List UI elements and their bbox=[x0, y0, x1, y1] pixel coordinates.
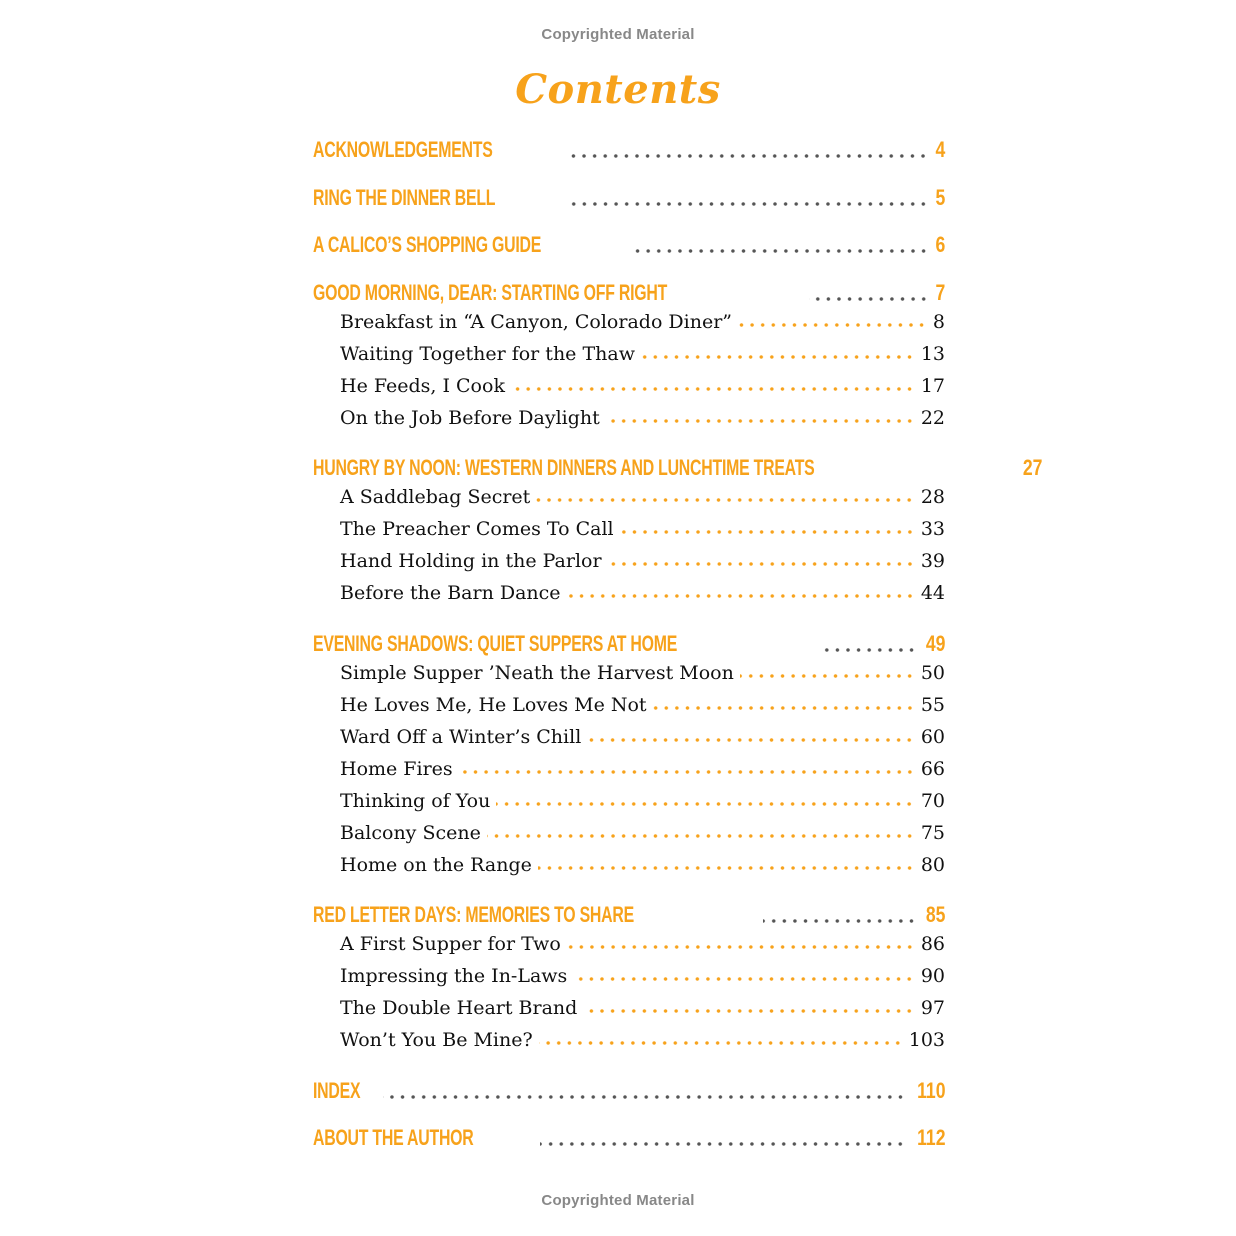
dot-leader bbox=[634, 249, 929, 253]
dot-leader bbox=[740, 674, 915, 678]
dot-leader bbox=[383, 1095, 906, 1099]
toc-entry-page-number: 28 bbox=[920, 486, 945, 508]
toc-entry-title: Impressing the In-Laws bbox=[340, 965, 568, 987]
toc-entry-page-number: 13 bbox=[920, 342, 945, 365]
toc-section-title: RED LETTER DAYS: MEMORIES TO SHARE bbox=[313, 902, 634, 927]
dot-leader bbox=[583, 1009, 915, 1013]
dot-leader bbox=[738, 323, 927, 327]
dot-leader bbox=[567, 945, 915, 949]
toc-subentry-list bbox=[313, 306, 945, 434]
dot-leader bbox=[653, 706, 915, 710]
dot-leader bbox=[540, 1142, 906, 1146]
toc-section-page-number: 6 bbox=[935, 232, 945, 257]
toc-entry-title: Home Fires bbox=[340, 757, 453, 780]
toc-entry-title: Waiting Together for the Thaw bbox=[340, 342, 635, 365]
toc-entry-page-number: 50 bbox=[920, 661, 945, 684]
toc-entry-page-number: 17 bbox=[920, 374, 945, 397]
toc-entry-page-number: 22 bbox=[920, 406, 945, 429]
toc-section-page-number: 110 bbox=[916, 1077, 945, 1103]
dot-leader bbox=[606, 419, 915, 423]
toc-section-title: A CALICO’S SHOPPING GUIDE bbox=[313, 232, 542, 257]
toc-section-row[interactable] bbox=[313, 1121, 945, 1151]
toc-entry-title: Ward Off a Winter’s Chill bbox=[340, 725, 582, 748]
table-of-contents bbox=[313, 130, 1043, 1151]
toc-entry-title: Hand Holding in the Parlor bbox=[340, 550, 602, 572]
toc-section-title: INDEX bbox=[313, 1077, 361, 1103]
toc-entry-page-number: 33 bbox=[920, 518, 945, 540]
toc-section-row[interactable] bbox=[313, 451, 1043, 481]
dot-leader bbox=[536, 498, 915, 502]
dot-leader bbox=[573, 977, 915, 981]
toc-entry-title: Won’t You Be Mine? bbox=[340, 1029, 533, 1051]
page-title: Contents bbox=[515, 66, 721, 113]
toc-section-row[interactable] bbox=[313, 898, 945, 928]
toc-entry-row[interactable] bbox=[313, 817, 945, 849]
copyright-footer: Copyrighted Material bbox=[541, 1192, 695, 1209]
toc-entry-title: Before the Barn Dance bbox=[340, 582, 561, 604]
toc-entry-row[interactable] bbox=[313, 545, 945, 577]
toc-entry-title: He Feeds, I Cook bbox=[340, 374, 505, 397]
toc-section-title: GOOD MORNING, DEAR: STARTING OFF RIGHT bbox=[313, 279, 668, 305]
toc-entry-title: A First Supper for Two bbox=[340, 933, 561, 955]
dot-leader bbox=[487, 834, 915, 838]
toc-section-page-number: 49 bbox=[925, 630, 945, 656]
copyright-header: Copyrighted Material bbox=[541, 26, 695, 43]
dot-leader bbox=[538, 866, 915, 870]
dot-leader bbox=[763, 919, 917, 923]
dot-leader bbox=[567, 594, 915, 598]
toc-entry-title: Thinking of You bbox=[340, 789, 491, 812]
toc-entry-title: The Preacher Comes To Call bbox=[340, 518, 614, 540]
toc-section-page-number: 5 bbox=[935, 184, 945, 210]
toc-section-page-number: 4 bbox=[935, 137, 945, 162]
toc-entry-page-number: 39 bbox=[920, 550, 945, 572]
toc-section-row[interactable] bbox=[313, 276, 945, 306]
dot-leader bbox=[566, 154, 928, 158]
toc-entry-page-number: 70 bbox=[920, 789, 945, 812]
toc-entry-row[interactable] bbox=[313, 370, 945, 402]
toc-entry-row[interactable] bbox=[313, 513, 945, 545]
toc-section-row[interactable] bbox=[313, 133, 945, 163]
toc-entry-page-number: 75 bbox=[920, 821, 945, 844]
toc-entry-title: Balcony Scene bbox=[340, 821, 481, 844]
toc-subentry-list bbox=[313, 928, 945, 1056]
toc-entry-page-number: 103 bbox=[908, 1029, 945, 1051]
toc-entry-row[interactable] bbox=[313, 753, 945, 785]
toc-entry-title: The Double Heart Brand bbox=[340, 997, 578, 1019]
toc-entry-row[interactable] bbox=[313, 721, 945, 753]
dot-leader bbox=[620, 530, 915, 534]
toc-entry-row[interactable] bbox=[313, 785, 945, 817]
toc-entry-row[interactable] bbox=[313, 960, 945, 992]
toc-entry-title: Breakfast in “A Canyon, Colorado Diner” bbox=[340, 310, 733, 333]
toc-section-row[interactable] bbox=[313, 181, 945, 211]
toc-section-page-number: 7 bbox=[935, 279, 945, 305]
toc-entry-row[interactable] bbox=[313, 481, 945, 513]
toc-entry-page-number: 97 bbox=[920, 997, 945, 1019]
toc-entry-page-number: 60 bbox=[920, 725, 945, 748]
toc-section-title: HUNGRY BY NOON: WESTERN DINNERS AND LUNCHTIME TREATS bbox=[313, 455, 815, 480]
dot-leader bbox=[539, 1041, 903, 1045]
toc-section-row[interactable] bbox=[313, 1074, 945, 1104]
toc-section-title: EVENING SHADOWS: QUIET SUPPERS AT HOME bbox=[313, 630, 678, 656]
dot-leader bbox=[511, 387, 915, 391]
toc-entry-row[interactable] bbox=[313, 928, 945, 960]
toc-entry-page-number: 80 bbox=[920, 853, 945, 876]
toc-section-page-number: 27 bbox=[1022, 455, 1043, 480]
toc-entry-row[interactable] bbox=[313, 1024, 945, 1056]
dot-leader bbox=[809, 297, 929, 301]
toc-entry-row[interactable] bbox=[313, 849, 945, 881]
toc-section-title: RING THE DINNER BELL bbox=[313, 184, 496, 210]
dot-leader bbox=[608, 562, 915, 566]
toc-entry-page-number: 8 bbox=[932, 310, 945, 333]
toc-entry-title: Home on the Range bbox=[340, 853, 532, 876]
toc-entry-page-number: 55 bbox=[920, 693, 945, 716]
toc-entry-title: He Loves Me, He Loves Me Not bbox=[340, 693, 647, 716]
toc-entry-page-number: 66 bbox=[920, 757, 945, 780]
dot-leader bbox=[496, 802, 914, 806]
toc-entry-row[interactable] bbox=[313, 689, 945, 721]
toc-section-page-number: 112 bbox=[916, 1125, 945, 1150]
toc-entry-row[interactable] bbox=[313, 657, 945, 689]
toc-entry-page-number: 44 bbox=[920, 582, 945, 604]
toc-entry-row[interactable] bbox=[313, 992, 945, 1024]
dot-leader bbox=[587, 738, 915, 742]
toc-section-title: ACKNOWLEDGEMENTS bbox=[313, 137, 493, 162]
toc-section-row[interactable] bbox=[313, 228, 945, 258]
toc-subentry-list bbox=[313, 481, 945, 609]
toc-entry-row[interactable] bbox=[313, 402, 945, 434]
toc-entry-title: On the Job Before Daylight bbox=[340, 406, 600, 429]
dot-leader bbox=[641, 355, 915, 359]
toc-entry-row[interactable] bbox=[313, 306, 945, 338]
dot-leader bbox=[459, 770, 915, 774]
toc-entry-page-number: 86 bbox=[920, 933, 945, 955]
dot-leader bbox=[570, 202, 929, 206]
toc-section-page-number: 85 bbox=[925, 902, 945, 927]
toc-entry-title: A Saddlebag Secret bbox=[340, 486, 531, 508]
toc-entry-row[interactable] bbox=[313, 577, 945, 609]
toc-entry-page-number: 90 bbox=[920, 965, 945, 987]
toc-entry-title: Simple Supper ’Neath the Harvest Moon bbox=[340, 661, 734, 684]
dot-leader bbox=[823, 648, 917, 652]
toc-entry-row[interactable] bbox=[313, 338, 945, 370]
toc-section-row[interactable] bbox=[313, 627, 945, 657]
toc-subentry-list bbox=[313, 657, 945, 881]
toc-section-title: ABOUT THE AUTHOR bbox=[313, 1125, 474, 1150]
